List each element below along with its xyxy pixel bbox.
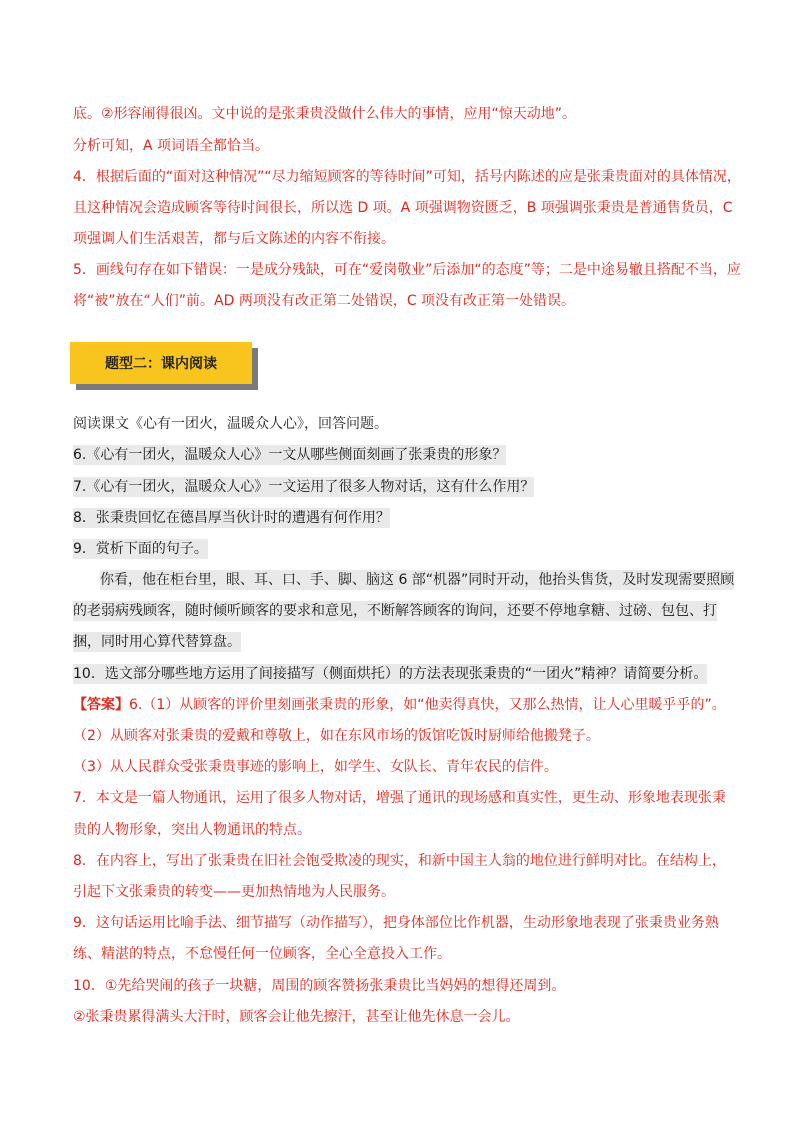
question-7: 7.《心有一团火，温暖众人心》一文运用了很多人物对话，这有什么作用？	[73, 479, 535, 495]
question-9: 9．赏析下面的句子。	[73, 541, 208, 557]
reading-intro: 阅读课文《心有一团火，温暖众人心》，回答问题。	[73, 416, 388, 432]
answer-10-line: 10．①先给哭闹的孩子一块糖，周围的顾客赞扬张秉贵比当妈妈的想得还周到。	[73, 978, 566, 994]
answer-6-line: （2）从顾客对张秉贵的爱戴和尊敬上，如在东风市场的饭馆吃饭时厨师给他搬凳子。	[73, 728, 600, 744]
answer-4-line: 4．根据后面的“面对这种情况”“尽力缩短顾客的等待时间”可知，括号内陈述的应是张秉贵面对的具体情况，	[73, 169, 741, 185]
answer-6-text: 6.（1）从顾客的评价里刻画张秉贵的形象，如“他卖得真快，又那么热情，让人心里暖乎乎的”。	[129, 697, 726, 713]
answer-6-line: （3）从人民群众受张秉贵事迹的影响上，如学生、女队长、青年农民的信件。	[73, 759, 558, 775]
answer-7-line: 7．本文是一篇人物通讯，运用了很多人物对话，增强了通讯的现场感和真实性，更生动、形象地表现张秉	[73, 790, 726, 806]
passage-line: 捆，同时用心算代替算盘。	[73, 634, 241, 650]
passage-line: 你看，他在柜台里，眼、耳、口、手、脚、脑这 6 部“机器”同时开动，他抬头售货，及时发现需要照顾	[100, 572, 735, 588]
answer-8-line: 8．在内容上，写出了张秉贵在旧社会饱受欺凌的现实，和新中国主人翁的地位进行鲜明对比。在结构上，	[73, 853, 726, 869]
answer-4-line: 且这种情况会造成顾客等待时间很长，所以选 D 项。A 项强调物资匮乏，B 项强调张秉贵是普通售货员，C	[73, 200, 733, 216]
answer-9-line: 练、精湛的特点，不怠慢任何一位顾客，全心全意投入工作。	[73, 946, 451, 962]
passage-line: 的老弱病残顾客，随时倾听顾客的要求和意见，不断解答顾客的询问，还要不停地拿糖、过磅、包包、打	[73, 603, 717, 619]
answer-6-line	[73, 695, 726, 715]
banner-plate	[70, 342, 252, 384]
answer-5-line: 5．画线句存在如下错误：一是成分残缺，可在“爱岗敬业”后添加“的态度”等；二是中途易辙且搭配不当，应	[73, 262, 741, 278]
answer-9-line: 9．这句话运用比喻手法、细节描写（动作描写），把身体部位比作机器，生动形象地表现了张秉贵业务熟	[73, 915, 719, 931]
question-8: 8．张秉贵回忆在德昌厚当伙计时的遭遇有何作用？	[73, 510, 390, 526]
answer-7-line: 贵的人物形象，突出人物通讯的特点。	[73, 822, 311, 838]
question-10: 10．选文部分哪些地方运用了间接描写（侧面烘托）的方法表现张秉贵的“一团火”精神？请简要分析。	[73, 666, 708, 682]
section-banner	[70, 342, 258, 390]
answer-8-line: 引起下文张秉贵的转变——更加热情地为人民服务。	[73, 884, 395, 900]
answer-tag: 【答案】	[73, 697, 129, 713]
banner-title: 题型二：课内阅读	[105, 356, 217, 372]
answer-4-line: 项强调人们生活艰苦，都与后文陈述的内容不衔接。	[73, 231, 395, 247]
answer-5-line: 将“被”放在“人们”前。AD 两项没有改正第二处错误，C 项没有改正第一处错误。	[73, 293, 576, 309]
answer-line: 分析可知，A 项词语全都恰当。	[73, 138, 270, 154]
answer-10-line: ②张秉贵累得满头大汗时，顾客会让他先擦汗，甚至让他先休息一会儿。	[73, 1009, 520, 1025]
question-6: 6.《心有一团火，温暖众人心》一文从哪些侧面刻画了张秉贵的形象？	[73, 447, 507, 463]
answer-line: 底。②形容闹得很凶。文中说的是张秉贵没做什么伟大的事情，应用“惊天动地”。	[73, 106, 577, 122]
